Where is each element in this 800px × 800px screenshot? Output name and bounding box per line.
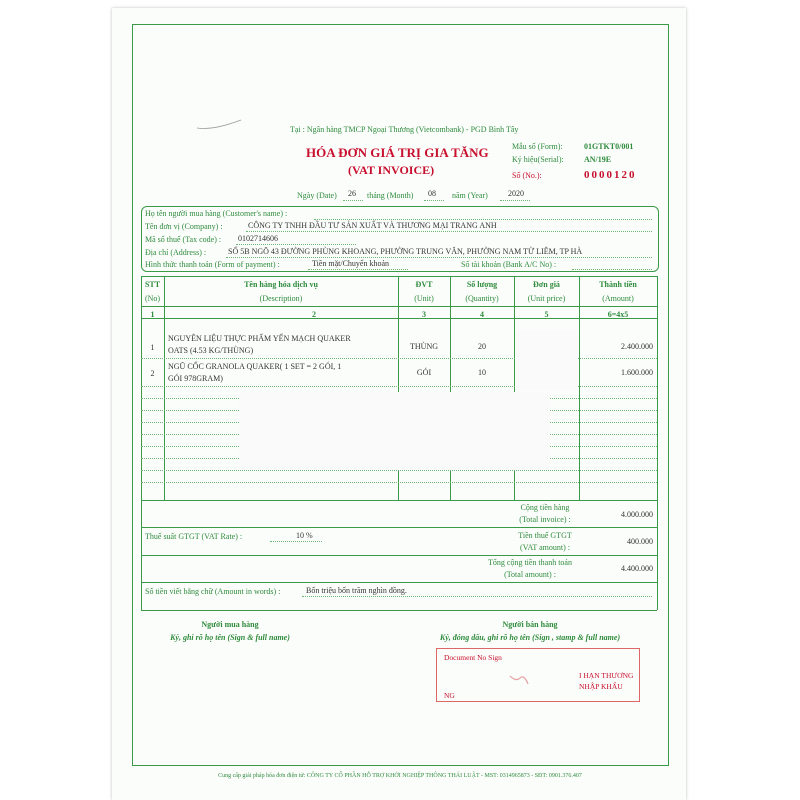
table-row-2-unit: GÓI xyxy=(416,368,432,377)
total-value: 4.000.000 xyxy=(621,510,653,519)
vat-amount-label-en: (VAT amount) : xyxy=(520,543,570,552)
table-row-2-qty: 10 xyxy=(478,368,486,377)
stamp-line-2: NHẬP KHẨU xyxy=(579,682,623,691)
company-value: CÔNG TY TNHH ĐẦU TƯ SẢN XUẤT VÀ THƯƠNG MẠI TRANG ANH xyxy=(248,221,497,230)
date-day: 26 xyxy=(348,189,356,198)
address-label: Địa chỉ (Address) : xyxy=(145,248,207,257)
col-header-no: STT xyxy=(144,280,161,289)
table-row-1-amount: 2.400.000 xyxy=(621,342,653,351)
table-row-1-unit: THÙNG xyxy=(410,342,438,351)
serial-value: AN/19E xyxy=(584,155,612,164)
redacted-area xyxy=(239,392,550,470)
vat-amount-value: 400.000 xyxy=(627,537,653,546)
vat-rate-value: 10 % xyxy=(296,531,313,540)
serial-label: Ký hiệu(Serial): xyxy=(512,155,564,164)
invoice-number: 0000120 xyxy=(584,169,637,181)
amount-in-words-label: Số tiền viết bằng chữ (Amount in words) : xyxy=(145,587,281,596)
amount-in-words-value: Bốn triệu bốn trăm nghìn đồng. xyxy=(306,586,407,595)
table-row-2-no: 2 xyxy=(150,369,155,378)
col-index-1: 2 xyxy=(312,310,316,319)
payment-value: Tiền mặt/Chuyển khoản xyxy=(312,259,390,268)
col-header-amount: Thành tiền xyxy=(599,280,637,289)
col-header-price: Đơn giá xyxy=(533,280,560,289)
seller-signature-sub: Ký, đóng dấu, ghi rõ họ tên (Sign , stamp & full name) xyxy=(439,633,621,642)
col-header-desc: Tên hàng hóa dịch vụ xyxy=(244,280,318,289)
stamp-fragment: NG xyxy=(444,691,455,700)
col-header-amount-en: (Amount) xyxy=(602,294,634,303)
date-month: 08 xyxy=(428,189,436,198)
date-year: 2020 xyxy=(508,189,524,198)
invoice-title: HÓA ĐƠN GIÁ TRỊ GIA TĂNG xyxy=(306,145,489,160)
payment-label: Hình thức thanh toán (Form of payment) : xyxy=(145,260,280,269)
table-row-1-no: 1 xyxy=(150,343,155,352)
tax-label: Mã số thuế (Tax code) : xyxy=(145,235,222,244)
table-row-1-desc-line2: OATS (4.53 KG/THÙNG) xyxy=(168,346,254,355)
tax-value: 0102714606 xyxy=(238,234,278,243)
table-row-2-desc-line1: NGŨ CỐC GRANOLA QUAKER( 1 SET = 2 GÓI, 1 xyxy=(168,362,342,371)
grand-total-value: 4.400.000 xyxy=(621,564,653,573)
stamp-line-1: I HẠN THƯƠNG xyxy=(579,671,634,680)
date-day-label: Ngày (Date) xyxy=(297,191,337,200)
col-index-price: 5 xyxy=(544,310,549,319)
buyer-signature-title: Người mua hàng xyxy=(201,620,259,629)
company-label: Tên đơn vị (Company) : xyxy=(145,222,223,231)
col-header-price-en: (Unit price) xyxy=(527,294,566,303)
col-index-amount: 6=4x5 xyxy=(607,310,629,319)
col-header-no-en: (No) xyxy=(144,294,161,303)
address-value: SỐ 5B NGÕ 43 ĐƯỜNG PHÙNG KHOANG, PHƯỜNG TRUNG VĂN, PHƯỜNG NAM TỪ LIÊM, TP HÀ xyxy=(228,247,583,256)
invoice-title-en: (VAT INVOICE) xyxy=(348,163,435,177)
bank-account-label: Số tài khoản (Bank A/C No) : xyxy=(461,260,557,269)
buyer-signature-sub: Ký, ghi rõ họ tên (Sign & full name) xyxy=(170,633,290,642)
table-row-2-amount: 1.600.000 xyxy=(621,368,653,377)
col-header-qty: Số lượng xyxy=(466,280,498,289)
bank-line: Tại : Ngân hàng TMCP Ngoại Thương (Vietcombank) - PGD Bình Tây xyxy=(290,125,519,134)
grand-total-label-en: (Total amount) : xyxy=(504,570,556,579)
total-label-en: (Total invoice) : xyxy=(519,515,571,524)
document-no-sign: Document No Sign xyxy=(444,653,502,662)
vat-amount-label: Tiền thuế GTGT xyxy=(518,531,572,540)
table-row-2-desc-line2: GÓI 978GRAM) xyxy=(168,374,223,383)
col-header-unit: ĐVT xyxy=(415,280,433,289)
form-value: 01GTKT0/001 xyxy=(584,142,634,151)
seller-signature-title: Người bán hàng xyxy=(502,620,558,629)
date-year-label: năm (Year) xyxy=(452,191,488,200)
date-month-label: tháng (Month) xyxy=(367,191,414,200)
footer-provider: Cung cấp giải pháp hóa đơn điện tử: CÔNG TY CỔ PHẦN HỖ TRỢ KHỞI NGHIỆP THÔNG THÁI LUẬT - MST: 0314965873 - SĐT: 0901.376.407 xyxy=(218,773,582,779)
grand-total-label: Tổng cộng tiền thanh toán xyxy=(488,558,572,567)
vat-rate-label: Thuế suất GTGT (VAT Rate) : xyxy=(145,532,243,541)
total-label: Cộng tiền hàng xyxy=(520,503,570,512)
buyer-name-label: Họ tên người mua hàng (Customer's name) : xyxy=(145,209,288,218)
form-label: Mẫu số (Form): xyxy=(512,142,563,151)
signature-mark xyxy=(508,672,532,690)
col-header-desc-en: (Description) xyxy=(259,294,303,303)
number-label: Số (No.): xyxy=(512,171,542,180)
table-row-1-desc-line1: NGUYÊN LIỆU THỰC PHẨM YẾN MẠCH QUAKER xyxy=(168,334,351,343)
redacted-price xyxy=(516,330,578,390)
col-index-no: 1 xyxy=(150,310,155,319)
col-index-unit: 3 xyxy=(422,310,426,319)
scribble-mark xyxy=(195,118,245,132)
table-row-1-qty: 20 xyxy=(478,342,486,351)
col-header-unit-en: (Unit) xyxy=(414,294,434,303)
col-header-qty-en: (Quantity) xyxy=(465,294,499,303)
col-index-qty: 4 xyxy=(480,310,484,319)
